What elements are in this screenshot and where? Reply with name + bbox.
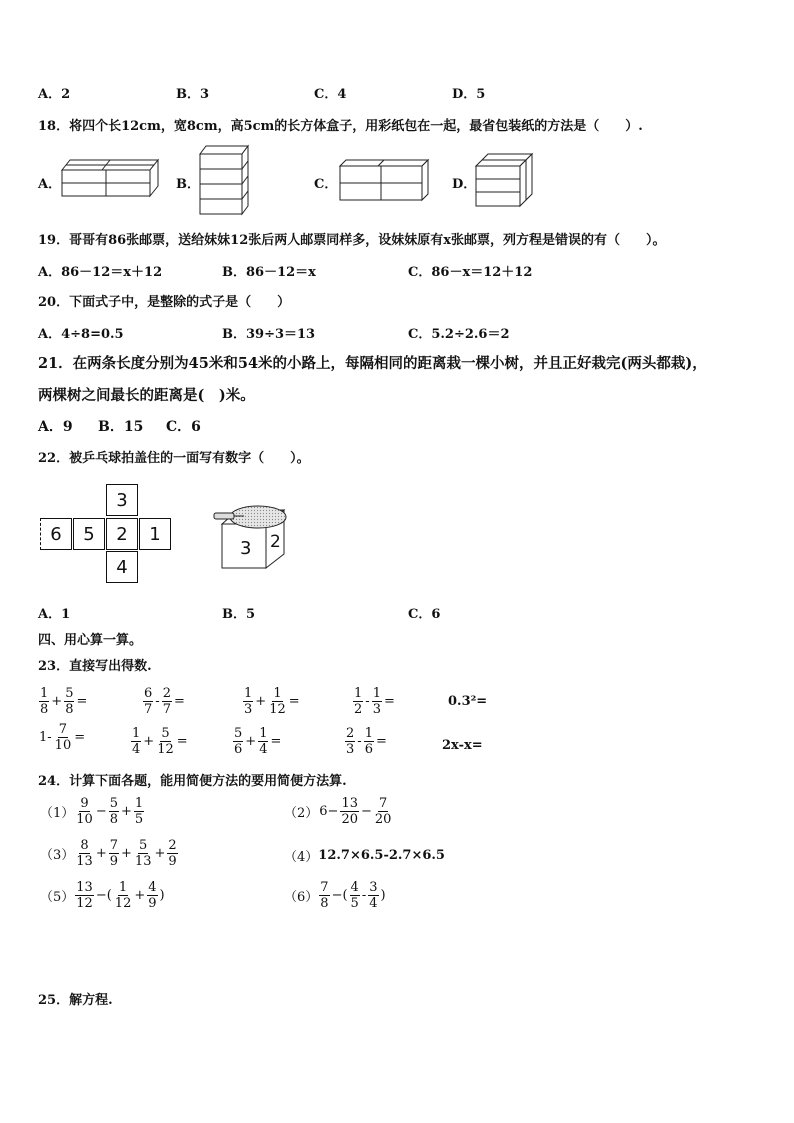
q24-item-3 <box>40 838 179 869</box>
fraction <box>258 726 268 757</box>
q23-item-6 <box>38 722 86 753</box>
q24-item-5 <box>40 880 166 911</box>
denominator: 8 <box>320 896 329 911</box>
q24-expression-1 <box>74 796 145 827</box>
operator: −( <box>331 888 348 903</box>
q23-item-3 <box>242 682 301 717</box>
fraction <box>243 686 253 717</box>
q23-expression-1 <box>38 686 88 717</box>
q23-expression-8 <box>232 726 282 757</box>
denominator: 10 <box>76 812 93 827</box>
q21-option-a: A．9 <box>38 419 73 435</box>
q17-option-a: A．2 <box>38 87 71 102</box>
q24-item-label: （2） <box>284 806 319 821</box>
q24-item-1 <box>40 796 145 827</box>
operator: + <box>134 888 146 903</box>
denominator: 12 <box>157 742 174 757</box>
numerator: 1 <box>40 686 49 701</box>
numerator: 13 <box>76 880 93 895</box>
numerator: 7 <box>58 722 68 737</box>
numerator: 13 <box>341 796 358 811</box>
q18-label-a: A． <box>38 177 62 192</box>
q22-option-c: C．6 <box>408 607 441 622</box>
denominator: 13 <box>76 854 93 869</box>
operator: −( <box>95 888 112 903</box>
q24-expression-3 <box>74 838 178 869</box>
numerator: 1 <box>118 880 128 895</box>
fraction <box>368 880 378 911</box>
operator: 1- <box>39 730 52 745</box>
fraction <box>131 726 141 757</box>
denominator: 4 <box>259 742 268 757</box>
fraction <box>109 838 119 869</box>
q20-option-a: A．4÷8=0.5 <box>38 327 124 342</box>
q24-item-label: （1） <box>40 806 75 821</box>
operator: = <box>270 734 282 749</box>
fraction <box>114 880 133 911</box>
q24-expression-6 <box>318 880 386 911</box>
numerator: 2 <box>168 838 177 853</box>
numerator: 5 <box>109 796 119 811</box>
cube-front-number: 3 <box>240 538 252 559</box>
denominator: 3 <box>244 702 253 717</box>
fraction <box>143 686 153 717</box>
numerator: 9 <box>80 796 89 811</box>
fraction <box>134 838 153 869</box>
q18-stem: 18．将四个长12cm，宽8cm，高5cm的长方体盒子，用彩纸包在一起，最省包装纸的方法是（ ）. <box>38 119 643 134</box>
operator: = <box>74 730 86 745</box>
numerator: 1 <box>132 726 141 741</box>
fraction <box>134 796 144 827</box>
operator: + <box>255 694 267 709</box>
numerator: 1 <box>273 686 282 701</box>
operator: 6− <box>319 804 339 819</box>
numerator: 1 <box>244 686 253 701</box>
q22-option-b: B．5 <box>222 607 256 622</box>
denominator: 5 <box>350 896 359 911</box>
boxes-option-b-figure <box>198 144 250 216</box>
fraction <box>75 838 94 869</box>
q24-item-label: （3） <box>40 848 75 863</box>
q23-item-1 <box>38 682 88 717</box>
numerator: 5 <box>139 838 148 853</box>
q23-expression-6 <box>38 722 86 753</box>
q23-expression-7 <box>130 726 189 757</box>
denominator: 8 <box>65 702 74 717</box>
boxes-option-c-figure <box>338 158 430 202</box>
fraction <box>75 880 94 911</box>
numerator: 2 <box>162 686 171 701</box>
q24-item-label: （4） <box>284 850 319 865</box>
fraction <box>350 880 360 911</box>
numerator: 3 <box>369 880 378 895</box>
fraction <box>233 726 243 757</box>
q24-item-6 <box>284 880 387 911</box>
denominator: 12 <box>114 896 132 911</box>
q23-expression-5-text: 0.3²= <box>448 694 488 709</box>
operator: + <box>245 734 257 749</box>
cube-with-paddle-figure <box>208 500 298 580</box>
fraction <box>109 796 119 827</box>
operator: - <box>357 734 362 749</box>
q23-expression-5 <box>448 694 487 709</box>
q18-label-d: D． <box>452 177 477 192</box>
q24-item-label: （6） <box>284 890 319 905</box>
q24-expression-2 <box>318 796 393 827</box>
denominator: 12 <box>76 896 93 911</box>
fraction <box>167 838 177 869</box>
denominator: 9 <box>109 854 119 869</box>
q25-stem: 25．解方程. <box>38 993 113 1008</box>
q23-item-2 <box>142 682 186 717</box>
q21-stem-line2: 两棵树之间最长的距离是( )米。 <box>38 387 255 404</box>
q23-item-10 <box>442 734 483 753</box>
q22-option-a: A．1 <box>38 607 71 622</box>
q23-item-8 <box>232 722 282 757</box>
operator: + <box>143 734 155 749</box>
denominator: 5 <box>134 812 144 827</box>
denominator: 13 <box>134 854 152 869</box>
operator: + <box>121 804 132 819</box>
q23-item-9 <box>344 722 388 757</box>
q24-stem: 24．计算下面各题，能用简便方法的要用简便方法算. <box>38 774 347 789</box>
q24-item-4 <box>284 846 445 865</box>
q19-option-a: A．86－12＝x＋12 <box>38 265 163 280</box>
q24-expression-5 <box>74 880 165 911</box>
operator: - <box>155 694 160 709</box>
q23-item-5 <box>448 690 487 709</box>
q18-label-b: B． <box>176 177 200 192</box>
fraction <box>156 726 175 757</box>
q20-option-b: B．39÷3＝13 <box>222 327 316 342</box>
q23-expression-2 <box>142 686 186 717</box>
fraction <box>64 686 74 717</box>
operator: + <box>51 694 63 709</box>
operator: − <box>361 804 372 819</box>
numerator: 5 <box>65 686 74 701</box>
q23-item-7 <box>130 722 189 757</box>
denominator: 3 <box>346 742 355 757</box>
denominator: 20 <box>374 812 392 827</box>
q24-expression-4-text: 12.7×6.5-2.7×6.5 <box>318 848 445 863</box>
numerator: 1 <box>134 796 144 811</box>
net-cell-left: 6 <box>40 518 72 550</box>
denominator: 8 <box>109 812 119 827</box>
denominator: 3 <box>372 702 381 717</box>
numerator: 7 <box>320 880 329 895</box>
operator: ) <box>159 888 165 903</box>
q23-expression-9 <box>344 726 388 757</box>
fraction <box>147 880 157 911</box>
denominator: 9 <box>148 896 157 911</box>
fraction <box>54 722 73 753</box>
numerator: 1 <box>259 726 268 741</box>
denominator: 7 <box>162 702 171 717</box>
q19-option-c: C．86－x＝12＋12 <box>408 265 533 280</box>
cube-side-number: 2 <box>270 532 281 552</box>
q20-option-c: C．5.2÷2.6＝2 <box>408 327 510 342</box>
denominator: 6 <box>234 742 243 757</box>
numerator: 1 <box>354 686 363 701</box>
q23-expression-10 <box>442 738 483 753</box>
denominator: 12 <box>269 702 286 717</box>
fraction <box>374 796 393 827</box>
numerator: 1 <box>364 726 373 741</box>
q21-stem-line1: 21．在两条长度分别为45米和54米的小路上，每隔相同的距离栽一棵小树，并且正好栽完(两头都栽)， <box>38 355 707 372</box>
operator: + <box>121 846 132 861</box>
fraction <box>345 726 355 757</box>
q23-expression-10-text: 2x-x= <box>442 738 483 753</box>
q21-option-c: C．6 <box>166 419 201 435</box>
boxes-option-a-figure <box>60 158 160 198</box>
q24-item-2 <box>284 796 393 827</box>
denominator: 6 <box>364 742 373 757</box>
denominator: 2 <box>354 702 363 717</box>
fraction <box>39 686 49 717</box>
fraction <box>162 686 172 717</box>
net-cell-middle-left: 5 <box>73 518 105 550</box>
numerator: 7 <box>379 796 388 811</box>
numerator: 2 <box>346 726 355 741</box>
operator: + <box>95 846 107 861</box>
numerator: 6 <box>144 686 153 701</box>
section-4-heading: 四、用心算一算。 <box>38 633 143 648</box>
numerator: 4 <box>148 880 157 895</box>
denominator: 4 <box>369 896 378 911</box>
denominator: 4 <box>132 742 141 757</box>
net-cell-bottom: 4 <box>106 551 138 583</box>
q19-stem: 19．哥哥有86张邮票，送给妹妹12张后两人邮票同样多，设妹妹原有x张邮票，列方程是错误的有（ ）。 <box>38 233 666 248</box>
numerator: 4 <box>350 880 359 895</box>
numerator: 1 <box>372 686 381 701</box>
q17-option-c: C．4 <box>314 87 347 102</box>
operator: + <box>154 846 166 861</box>
denominator: 10 <box>54 738 72 753</box>
q24-item-label: （5） <box>40 890 75 905</box>
operator: = <box>288 694 300 709</box>
q23-expression-3 <box>242 686 301 717</box>
operator: ) <box>380 888 386 903</box>
numerator: 7 <box>109 838 119 853</box>
numerator: 8 <box>80 838 89 853</box>
numerator: 5 <box>161 726 170 741</box>
denominator: 8 <box>40 702 49 717</box>
fraction <box>364 726 374 757</box>
operator: - <box>361 888 367 903</box>
net-cell-right: 1 <box>139 518 171 550</box>
operator: = <box>173 694 185 709</box>
fraction <box>75 796 94 827</box>
q21-option-b: B．15 <box>98 419 144 435</box>
denominator: 20 <box>341 812 358 827</box>
numerator: 5 <box>234 726 243 741</box>
net-cell-top: 3 <box>106 484 138 516</box>
net-cell-center: 2 <box>106 518 138 550</box>
fraction <box>372 686 382 717</box>
fraction <box>319 880 329 911</box>
q17-option-d: D．5 <box>452 87 486 102</box>
q17-option-b: B．3 <box>176 87 210 102</box>
q23-item-4 <box>352 682 396 717</box>
q22-stem: 22．被乒乓球拍盖住的一面写有数字（ ）。 <box>38 451 310 466</box>
operator: = <box>375 734 387 749</box>
boxes-option-d-figure <box>474 152 536 208</box>
fraction <box>340 796 359 827</box>
denominator: 7 <box>144 702 153 717</box>
q18-label-c: C． <box>314 177 338 192</box>
q23-stem: 23．直接写出得数. <box>38 659 152 674</box>
q20-stem: 20．下面式子中，是整除的式子是（ ） <box>38 295 291 310</box>
operator: = <box>383 694 395 709</box>
operator: = <box>176 734 188 749</box>
q23-expression-4 <box>352 686 396 717</box>
operator: − <box>95 804 107 819</box>
q19-option-b: B．86－12＝x <box>222 265 316 280</box>
operator: = <box>76 694 88 709</box>
fraction <box>353 686 363 717</box>
fraction <box>268 686 287 717</box>
q24-expression-4 <box>318 848 445 863</box>
operator: - <box>365 694 370 709</box>
denominator: 9 <box>168 854 177 869</box>
